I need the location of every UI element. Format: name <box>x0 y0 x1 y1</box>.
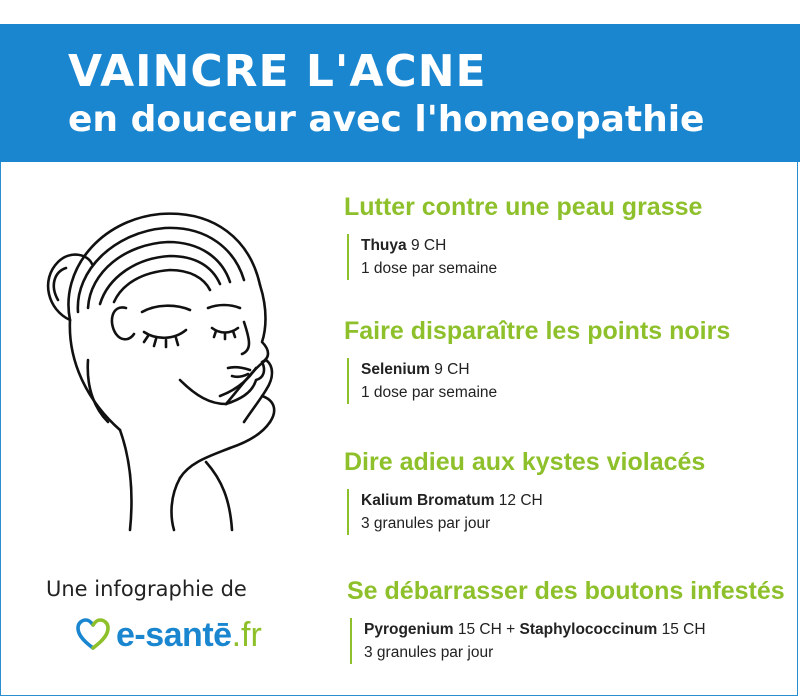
remedy-line: Thuya 9 CH <box>361 237 447 254</box>
remedy-line: Selenium 9 CH <box>361 361 470 378</box>
section-title: Dire adieu aux kystes violacés <box>344 448 706 476</box>
section-infected-pimples <box>347 576 797 664</box>
remedy-line: Pyrogenium 15 CH + Staphylococcinum 15 CH <box>364 621 706 638</box>
heart-logo-icon <box>76 618 110 652</box>
dosage-line: 3 granules par jour <box>361 515 491 532</box>
section-blackheads <box>344 316 794 404</box>
section-title: Lutter contre une peau grasse <box>344 193 703 221</box>
section-title: Se débarrasser des boutons infestés <box>347 577 785 605</box>
page-title: VAINCRE L'ACNE <box>68 46 487 97</box>
remedy-detail <box>347 489 794 535</box>
remedy-detail <box>347 234 794 280</box>
credit-text: Une infographie de <box>46 577 247 601</box>
dosage-line: 1 dose par semaine <box>361 260 498 277</box>
page-subtitle: en douceur avec l'homeopathie <box>68 99 705 140</box>
dosage-line: 3 granules par jour <box>364 644 494 661</box>
e-sante-logo[interactable] <box>76 615 262 655</box>
woman-face-illustration <box>30 200 310 540</box>
remedy-detail <box>350 618 797 664</box>
remedy-detail <box>347 358 794 404</box>
remedy-line: Kalium Bromatum 12 CH <box>361 492 543 509</box>
dosage-line: 1 dose par semaine <box>361 384 498 401</box>
logo-tld: .fr <box>231 615 262 654</box>
section-title: Faire disparaître les points noirs <box>344 317 731 345</box>
section-cysts <box>344 447 794 535</box>
section-oily-skin <box>344 192 794 280</box>
logo-name: e-santē <box>116 615 232 654</box>
